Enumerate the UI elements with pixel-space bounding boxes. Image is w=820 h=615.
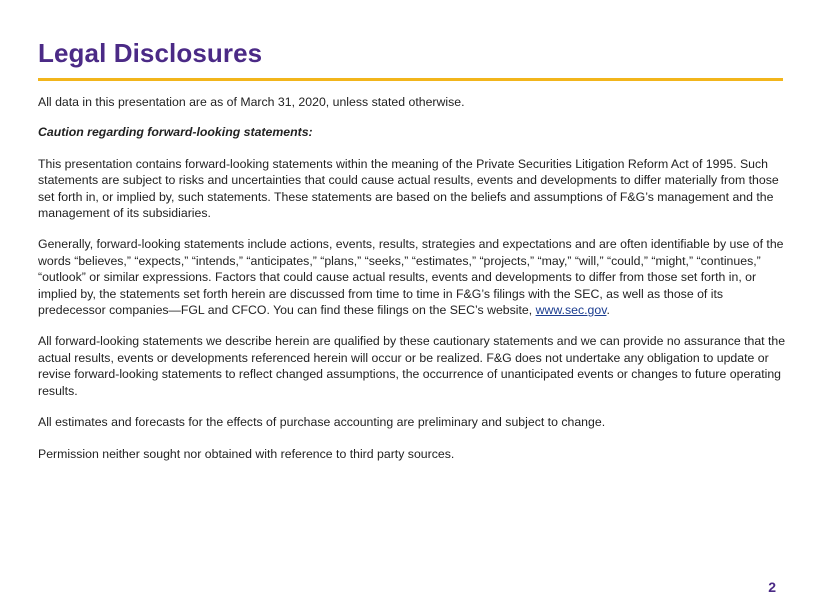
paragraph-identifiers [38,236,786,318]
paragraph-estimates: All estimates and forecasts for the effects of purchase accounting are preliminary and subject to change. [38,415,606,430]
caution-heading: Caution regarding forward-looking statements: [38,125,313,140]
paragraph-qualification: All forward-looking statements we describe herein are qualified by these cautionary statements and we can provide no assurance that the actual results, events or developments referenced herein will occur or be realized. F&G does not undertake any obligation to update or revise forward-looking statements to reflect changed assumptions, the occurrence of unanticipated events or changes to future operating results. [38,334,786,398]
paragraph-identifiers-end: . [606,303,610,318]
disclosure-body [38,94,786,462]
page-number: 2 [768,579,776,595]
paragraph-identifiers-text: Generally, forward-looking statements include actions, events, results, strategies and expectations and are often identifiable by use of the words “believes,” “expects,” “intends,” “anticipates,” “plans,” “seeks,” “estimates,” “projects,” “may,” “will,” “could,” “might,” “continues,” “outlook” or similar expressions. Factors that could cause actual results, events and developments to differ from those set forth in, or implied by, the statements set forth herein are discussed from time to time in F&G’s filings with the SEC, as well as those of its predecessor companies—FGL and CFCO. You can find these filings on the SEC’s website, [38,237,784,318]
paragraph-forward-looking: This presentation contains forward-looking statements within the meaning of the Private Securities Litigation Reform Act of 1995. Such statements are subject to risks and uncertainties that could cause actual results, events and developments to differ materially from those set forth in, or implied by, such statements. These statements are based on the beliefs and assumptions of F&G’s management and the management of its subsidiaries. [38,156,779,221]
paragraph-permission: Permission neither sought nor obtained with reference to third party sources. [38,446,455,461]
title-divider [38,78,783,81]
sec-website-link[interactable]: www.sec.gov [535,303,607,318]
page-title: Legal Disclosures [38,38,263,68]
as-of-statement: All data in this presentation are as of March 31, 2020, unless stated otherwise. [38,95,465,109]
